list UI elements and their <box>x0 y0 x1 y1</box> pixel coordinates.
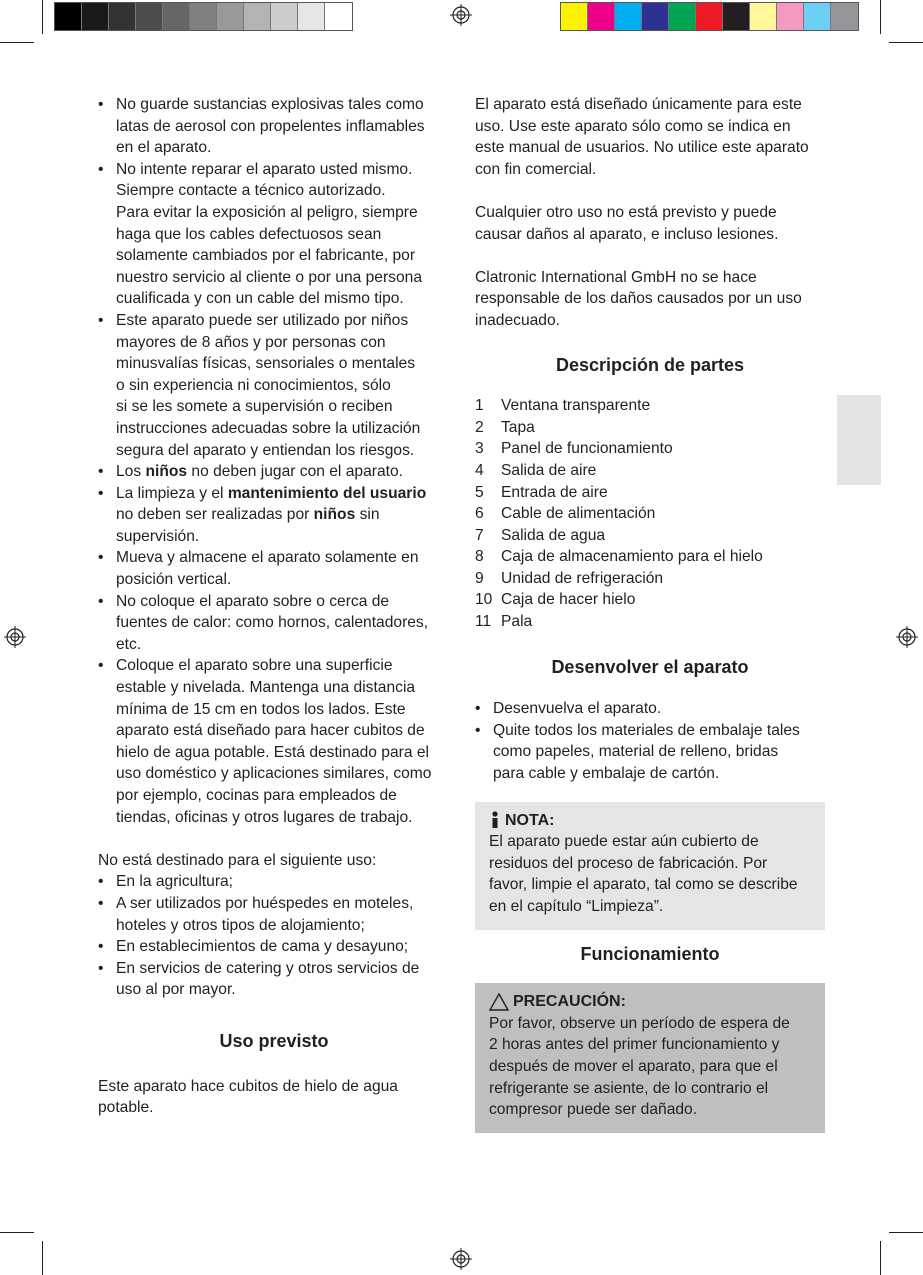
text-line: después de mover el aparato, para que el <box>489 1057 778 1075</box>
list-item <box>98 159 450 310</box>
registration-mark-icon <box>450 4 472 26</box>
part-label: Cable de alimentación <box>501 505 656 523</box>
text-line: Siempre contacte a técnico autorizado. <box>116 182 386 200</box>
color-swatch <box>561 3 588 30</box>
color-swatch <box>723 3 750 30</box>
list-item <box>475 720 825 785</box>
text-line: Clatronic International GmbH no se hace <box>475 268 757 286</box>
crop-mark <box>42 0 43 34</box>
text-line: mínima de 15 cm en todos los lados. Este <box>116 700 406 718</box>
text-line: uso al por mayor. <box>116 981 236 999</box>
text-line: por ejemplo, cocinas para empleados de <box>116 787 397 804</box>
registration-mark-icon <box>450 1248 472 1270</box>
part-number: 8 <box>475 548 484 566</box>
part-label: Caja de hacer hielo <box>501 591 636 609</box>
part-label: Panel de funcionamiento <box>501 440 673 458</box>
color-swatch <box>777 3 804 30</box>
text-line: • No coloque el aparato sobre o cerca de <box>116 592 390 610</box>
text-line: si se les somete a supervisión o reciben <box>116 398 393 416</box>
parts-list <box>475 395 825 633</box>
text-line: instrucciones adecuadas sobre la utilización <box>116 419 421 437</box>
note-title: NOTA: <box>505 811 555 829</box>
part-item <box>475 589 825 611</box>
process-color-bar <box>560 2 859 31</box>
text-line: hielo de agua potable. Está destinado para el <box>116 743 429 761</box>
text-line: responsable de los daños causados por un uso <box>475 290 802 308</box>
text-line: este manual de usuarios. No utilice este aparato <box>475 139 809 157</box>
part-number: 9 <box>475 569 484 587</box>
part-item <box>475 482 825 504</box>
color-swatch <box>325 3 352 30</box>
color-swatch <box>55 3 82 30</box>
not-intended-intro: No está destinado para el siguiente uso: <box>98 851 377 869</box>
part-number: 4 <box>475 461 484 479</box>
not-intended-list <box>98 871 450 1001</box>
list-item <box>98 547 450 590</box>
text-line: • En servicios de catering y otros servicios de <box>116 959 420 977</box>
part-label: Unidad de refrigeración <box>501 569 664 587</box>
text-line: favor, limpie el aparato, tal como se describe <box>489 876 798 894</box>
color-swatch <box>642 3 669 30</box>
text-line: estable y nivelada. Mantenga una distancia <box>116 679 416 697</box>
intended-use-paragraph <box>475 94 825 180</box>
text-line: para cable y embalaje de cartón. <box>493 765 720 783</box>
part-number: 7 <box>475 526 484 544</box>
text-line: El aparato está diseñado únicamente para este <box>475 96 802 113</box>
crop-mark <box>42 1241 43 1275</box>
color-swatch <box>244 3 271 30</box>
text-line: cualificada y con un cable del mismo tipo. <box>116 290 404 308</box>
color-swatch <box>615 3 642 30</box>
text-line: Cualquier otro uso no está previsto y puede <box>475 203 777 221</box>
part-item <box>475 395 825 417</box>
color-swatch <box>217 3 244 30</box>
text-line: • Este aparato puede ser utilizado por niños <box>116 311 409 329</box>
text-line: • Mueva y almacene el aparato solamente en <box>116 549 419 567</box>
text-line: Para evitar la exposición al peligro, siempre <box>116 203 418 221</box>
unpack-list <box>475 698 825 784</box>
part-number: 3 <box>475 440 484 458</box>
crop-mark <box>889 42 923 43</box>
text-line: • Coloque el aparato sobre una superficie <box>116 657 393 675</box>
note-text <box>489 831 813 917</box>
list-item <box>98 871 450 893</box>
other-use-paragraph <box>475 202 825 245</box>
text-line: minusvalías físicas, sensoriales o mentales <box>116 355 416 373</box>
text-line: Por favor, observe un período de espera de <box>489 1014 790 1032</box>
part-number: 2 <box>475 418 484 436</box>
unpack-heading: Desenvolver el aparato <box>551 656 749 677</box>
intended-use-heading: Uso previsto <box>219 1030 329 1051</box>
part-item <box>475 503 825 525</box>
color-swatch <box>298 3 325 30</box>
part-item <box>475 525 825 547</box>
text-line: como papeles, material de relleno, bridas <box>493 743 779 761</box>
color-swatch <box>804 3 831 30</box>
children-list <box>98 461 450 547</box>
list-item <box>98 936 450 958</box>
grayscale-color-bar <box>54 2 353 31</box>
part-label: Entrada de aire <box>501 483 608 501</box>
part-item <box>475 568 825 590</box>
part-label: Salida de agua <box>501 526 606 544</box>
text-line: segura del aparato y entiendan los riesgos. <box>116 441 415 459</box>
crop-mark <box>880 0 881 34</box>
note-box <box>475 802 825 930</box>
text-line: compresor puede ser dañado. <box>489 1101 698 1119</box>
text-line: potable. <box>98 1099 154 1117</box>
liability-paragraph <box>475 267 825 332</box>
left-column <box>98 94 450 1119</box>
text-line: 2 horas antes del primer funcionamiento y <box>489 1036 780 1054</box>
part-label: Tapa <box>501 418 535 436</box>
crop-mark <box>880 1241 881 1275</box>
color-swatch <box>190 3 217 30</box>
text-line: uso doméstico y aplicaciones similares, como <box>116 765 432 783</box>
list-item <box>98 310 450 461</box>
text-line: • A ser utilizados por huéspedes en moteles, <box>116 894 414 912</box>
crop-mark <box>0 42 34 43</box>
part-item <box>475 611 825 633</box>
text-line: solamente cambiados por el fabricante, por <box>116 247 416 265</box>
crop-mark <box>0 1232 34 1233</box>
text-line: • En la agricultura; <box>116 873 234 891</box>
caution-box <box>475 983 825 1133</box>
text-line: refrigerante se asiente, de lo contrario el <box>489 1079 769 1097</box>
part-item <box>475 417 825 439</box>
list-item <box>475 698 825 720</box>
color-swatch <box>163 3 190 30</box>
text-line: latas de aerosol con propelentes inflamables <box>116 117 425 135</box>
registration-mark-icon <box>896 626 918 648</box>
caution-title: PRECAUCIÓN: <box>513 993 626 1011</box>
list-item: • La limpieza y el mantenimiento del usuario no deben ser realizadas por niños sin supervisión. <box>98 483 450 548</box>
warning-triangle-icon <box>489 993 509 1011</box>
list-item: • Los niños no deben jugar con el aparato. <box>98 461 450 483</box>
part-item <box>475 438 825 460</box>
color-swatch <box>136 3 163 30</box>
text-line: nuestro servicio al cliente o por una persona <box>116 268 422 286</box>
part-number: 11 <box>475 613 492 631</box>
text-line: con fin comercial. <box>475 160 597 178</box>
text-line: inadecuado. <box>475 311 560 329</box>
part-label: Salida de aire <box>501 461 597 479</box>
text-line: • No guarde sustancias explosivas tales como <box>116 96 424 113</box>
list-item <box>98 958 450 1001</box>
parts-heading: Descripción de partes <box>555 354 745 375</box>
part-number: 10 <box>475 591 493 609</box>
part-label: Pala <box>501 613 533 631</box>
text-line: tiendas, oficinas y otros lugares de trabajo. <box>116 808 413 826</box>
color-swatch <box>669 3 696 30</box>
safety-list <box>98 94 450 461</box>
caution-text <box>489 1013 813 1121</box>
text-line: • En establecimientos de cama y desayuno; <box>116 938 409 956</box>
part-item <box>475 546 825 568</box>
part-label: Ventana transparente <box>501 397 651 415</box>
text-line: o sin experiencia ni conocimientos, sólo <box>116 376 391 394</box>
text-line: uso. Use este aparato sólo como se indica en <box>475 117 791 135</box>
language-side-tab <box>837 395 881 485</box>
text-line: fuentes de calor: como hornos, calentadores, <box>116 614 429 632</box>
color-swatch <box>831 3 858 30</box>
crop-mark <box>889 1232 923 1233</box>
text-line: etc. <box>116 635 142 653</box>
text-line: mayores de 8 años y por personas con <box>116 333 386 351</box>
part-label: Caja de almacenamiento para el hielo <box>501 548 763 566</box>
part-item <box>475 460 825 482</box>
color-swatch <box>750 3 777 30</box>
text-line: hoteles y otros tipos de alojamiento; <box>116 916 365 934</box>
text-line: Este aparato hace cubitos de hielo de agua <box>98 1077 398 1095</box>
placement-list <box>98 547 450 828</box>
text-line: haga que los cables defectuosos sean <box>116 225 382 243</box>
text-line: El aparato puede estar aún cubierto de <box>489 833 759 851</box>
text-line: • No intente reparar el aparato usted mismo. <box>116 160 413 178</box>
list-item <box>98 94 450 159</box>
part-number: 6 <box>475 505 484 523</box>
text-line: en el capítulo “Limpieza”. <box>489 898 664 915</box>
color-swatch <box>696 3 723 30</box>
text-line: aparato está diseñado para hacer cubitos de <box>116 722 425 740</box>
operation-heading: Funcionamiento <box>580 943 720 964</box>
color-swatch <box>82 3 109 30</box>
color-swatch <box>109 3 136 30</box>
text-line: residuos del proceso de fabricación. Por <box>489 854 768 872</box>
part-number: 1 <box>475 397 484 415</box>
text-line: • Quite todos los materiales de embalaje tales <box>493 721 800 739</box>
color-swatch <box>588 3 615 30</box>
list-item <box>98 655 450 828</box>
info-icon <box>489 811 501 829</box>
list-item <box>98 591 450 656</box>
text-line: causar daños al aparato, e incluso lesiones. <box>475 225 779 243</box>
list-item <box>98 893 450 936</box>
color-swatch <box>271 3 298 30</box>
text-line: posición vertical. <box>116 571 232 589</box>
registration-mark-icon <box>4 626 26 648</box>
text-line: en el aparato. <box>116 139 212 157</box>
intended-use-text <box>98 1076 450 1119</box>
text-line: • Desenvuelva el aparato. <box>493 700 662 718</box>
part-number: 5 <box>475 483 484 501</box>
right-column <box>475 94 825 1133</box>
